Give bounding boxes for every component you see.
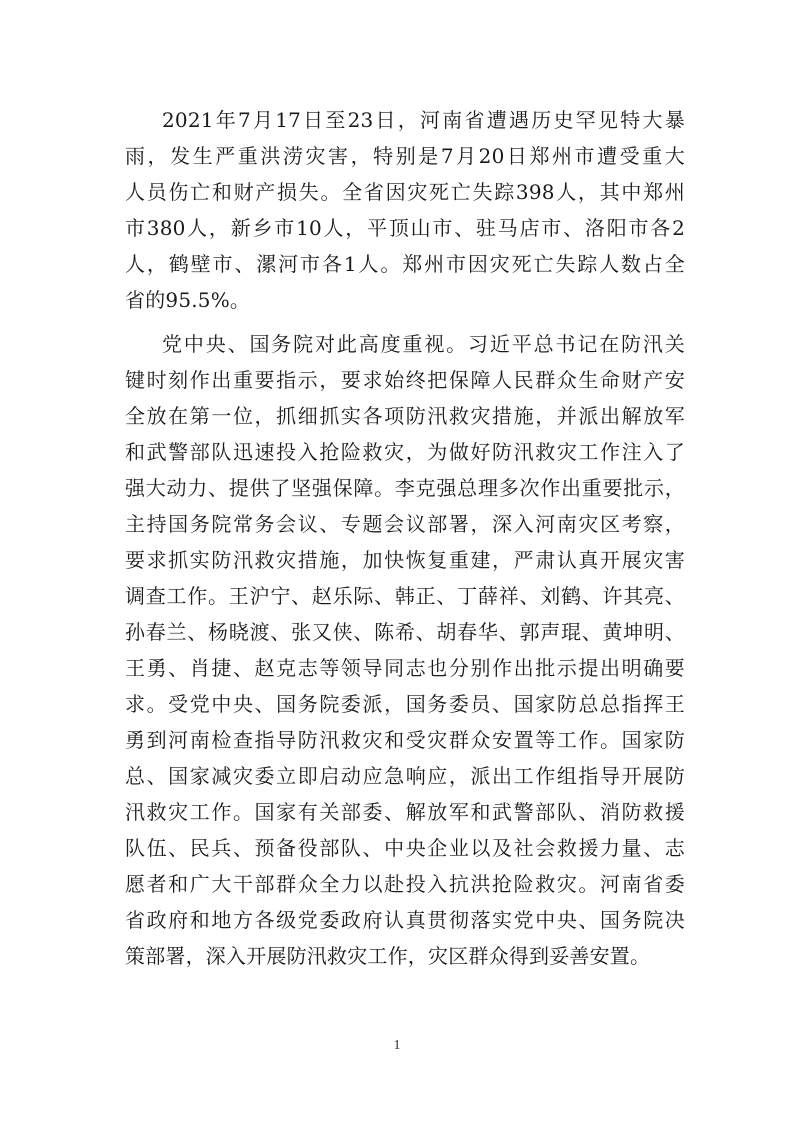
paragraph-line: 2021年7月17日至23日，河南省遭遇历史罕见特大暴 (162, 108, 685, 132)
page-number: 1 (393, 1038, 401, 1053)
paragraph-line: 人，鹤壁市、漯河市各1人。郑州市因灾死亡失踪人数占全 (125, 252, 685, 276)
paragraph-line: 队伍、民兵、预备役部队、中央企业以及社会救援力量、志 (125, 836, 685, 860)
paragraph-line: 党中央、国务院对此高度重视。习近平总书记在防汛关 (162, 332, 685, 356)
paragraph-line: 总、国家减灾委立即启动应急响应，派出工作组指导开展防 (125, 764, 685, 788)
paragraph-line: 愿者和广大干部群众全力以赴投入抗洪抢险救灾。河南省委 (125, 872, 685, 896)
paragraph-line: 王勇、肖捷、赵克志等领导同志也分别作出批示提出明确要 (125, 656, 685, 680)
paragraph-line: 主持国务院常务会议、专题会议部署，深入河南灾区考察， (125, 512, 685, 536)
paragraph-line: 要求抓实防汛救灾措施，加快恢复重建，严肃认真开展灾害 (125, 548, 685, 572)
paragraph-line: 汛救灾工作。国家有关部委、解放军和武警部队、消防救援 (125, 800, 685, 824)
paragraph-line: 调查工作。王沪宁、赵乐际、韩正、丁薛祥、刘鹤、许其亮、 (125, 584, 685, 608)
paragraph-line: 省政府和地方各级党委政府认真贯彻落实党中央、国务院决 (125, 908, 685, 932)
paragraph-line: 人员伤亡和财产损失。全省因灾死亡失踪398人，其中郑州 (125, 180, 685, 204)
paragraph-line: 全放在第一位，抓细抓实各项防汛救灾措施，并派出解放军 (125, 404, 685, 428)
paragraph-line: 勇到河南检查指导防汛救灾和受灾群众安置等工作。国家防 (125, 728, 685, 752)
paragraph-line: 省的95.5%。 (125, 288, 251, 312)
paragraph-line: 雨，发生严重洪涝灾害，特别是7月20日郑州市遭受重大 (125, 144, 685, 168)
paragraph-line: 求。受党中央、国务院委派，国务委员、国家防总总指挥王 (125, 692, 685, 716)
paragraph-line: 强大动力、提供了坚强保障。李克强总理多次作出重要批示， (125, 476, 685, 500)
paragraph-line: 孙春兰、杨晓渡、张又侠、陈希、胡春华、郭声琨、黄坤明、 (125, 620, 685, 644)
paragraph-line: 键时刻作出重要指示，要求始终把保障人民群众生命财产安 (125, 368, 685, 392)
paragraph-line: 市380人，新乡市10人，平顶山市、驻马店市、洛阳市各2 (125, 216, 685, 240)
paragraph-line: 策部署，深入开展防汛救灾工作，灾区群众得到妥善安置。 (125, 944, 651, 968)
paragraph-line: 和武警部队迅速投入抢险救灾，为做好防汛救灾工作注入了 (125, 440, 685, 464)
